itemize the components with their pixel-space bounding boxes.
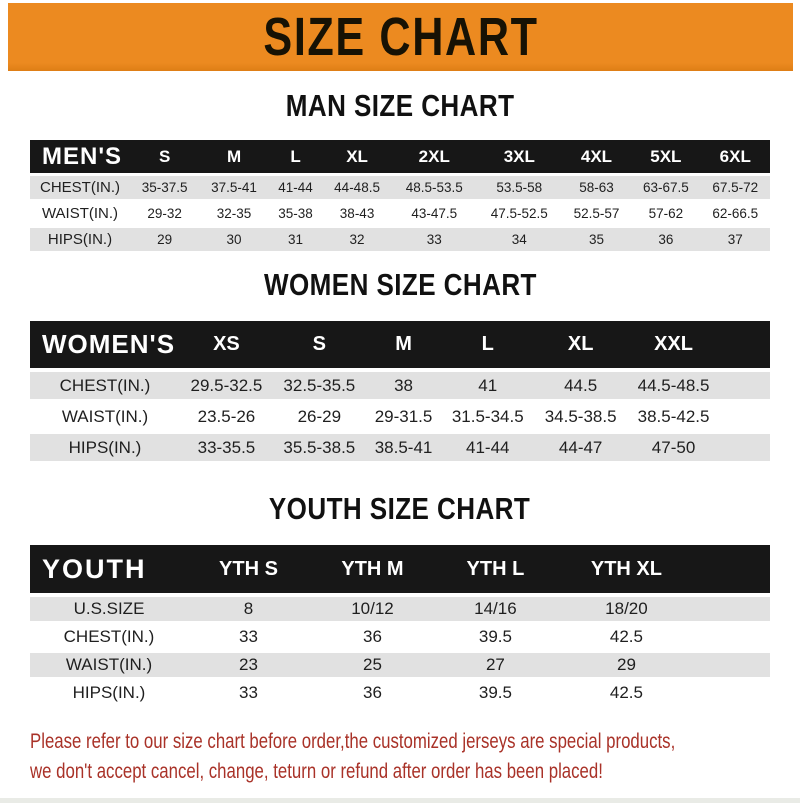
disclaimer-line-1: Please refer to our size chart before order,the customized jerseys are special products, (30, 730, 676, 753)
measurement-value: 29-31.5 (366, 403, 442, 430)
size-column-header: 2XL (392, 140, 477, 173)
header-filler-cell (720, 321, 770, 368)
size-column-header: 4XL (562, 140, 631, 173)
size-column-header: XL (322, 140, 391, 173)
banner-title: SIZE CHART (262, 7, 539, 67)
header-row (30, 321, 770, 368)
measurement-value: 14/16 (436, 597, 555, 621)
measurement-value: 42.5 (555, 625, 698, 649)
row-filler-cell (698, 681, 770, 705)
measurement-value: 63-67.5 (631, 176, 700, 199)
measurement-row (30, 202, 770, 225)
row-filler-cell (720, 372, 770, 399)
measurement-value: 62-66.5 (701, 202, 770, 225)
size-column-header: XS (180, 321, 273, 368)
measurement-value: 47-50 (627, 434, 720, 461)
measurement-value: 29 (130, 228, 199, 251)
row-label: HIPS(IN.) (30, 228, 130, 251)
measurement-value: 35.5-38.5 (273, 434, 366, 461)
measurement-value: 57-62 (631, 202, 700, 225)
measurement-row (30, 228, 770, 251)
mens-section (0, 88, 800, 254)
measurement-value: 42.5 (555, 681, 698, 705)
womens-section-title-text: WOMEN SIZE CHART (263, 267, 537, 302)
measurement-value: 26-29 (273, 403, 366, 430)
womens-section (0, 267, 800, 465)
measurement-value: 36 (631, 228, 700, 251)
size-chart-banner (8, 3, 793, 71)
measurement-value: 30 (199, 228, 268, 251)
header-filler-cell (698, 545, 770, 593)
measurement-row (30, 597, 770, 621)
measurement-value: 23.5-26 (180, 403, 273, 430)
size-column-header: 5XL (631, 140, 700, 173)
measurement-value: 32-35 (199, 202, 268, 225)
size-column-header: M (366, 321, 442, 368)
youth-size-table (30, 541, 770, 709)
measurement-value: 41-44 (441, 434, 534, 461)
measurement-value: 38 (366, 372, 442, 399)
size-column-header: XXL (627, 321, 720, 368)
measurement-value: 32.5-35.5 (273, 372, 366, 399)
measurement-value: 47.5-52.5 (477, 202, 562, 225)
measurement-row (30, 176, 770, 199)
measurement-value: 33 (188, 625, 309, 649)
size-column-header: L (441, 321, 534, 368)
size-column-header: YTH S (188, 545, 309, 593)
row-label: WAIST(IN.) (30, 202, 130, 225)
measurement-value: 44-47 (534, 434, 627, 461)
measurement-value: 32 (322, 228, 391, 251)
size-column-header: YTH M (309, 545, 436, 593)
womens-size-table (30, 317, 770, 465)
header-row (30, 140, 770, 173)
measurement-value: 58-63 (562, 176, 631, 199)
measurement-value: 33-35.5 (180, 434, 273, 461)
size-column-header: YTH L (436, 545, 555, 593)
row-label: CHEST(IN.) (30, 176, 130, 199)
measurement-value: 53.5-58 (477, 176, 562, 199)
size-column-header: M (199, 140, 268, 173)
table-corner-label: MEN'S (30, 140, 130, 173)
measurement-value: 38.5-42.5 (627, 403, 720, 430)
measurement-row (30, 372, 770, 399)
row-label: WAIST(IN.) (30, 653, 188, 677)
table-corner-label: YOUTH (30, 545, 188, 593)
measurement-value: 48.5-53.5 (392, 176, 477, 199)
measurement-value: 36 (309, 625, 436, 649)
header-row (30, 545, 770, 593)
measurement-value: 18/20 (555, 597, 698, 621)
measurement-row (30, 403, 770, 430)
measurement-value: 67.5-72 (701, 176, 770, 199)
womens-section-title (0, 267, 800, 303)
youth-section (0, 491, 800, 709)
measurement-value: 31 (269, 228, 323, 251)
size-column-header: S (130, 140, 199, 173)
measurement-value: 29-32 (130, 202, 199, 225)
measurement-value: 41-44 (269, 176, 323, 199)
measurement-row (30, 653, 770, 677)
row-label: CHEST(IN.) (30, 372, 180, 399)
measurement-value: 35-37.5 (130, 176, 199, 199)
row-label: HIPS(IN.) (30, 434, 180, 461)
mens-size-table (30, 137, 770, 254)
measurement-row (30, 625, 770, 649)
measurement-value: 38.5-41 (366, 434, 442, 461)
row-label: HIPS(IN.) (30, 681, 188, 705)
row-label: U.S.SIZE (30, 597, 188, 621)
row-label: CHEST(IN.) (30, 625, 188, 649)
measurement-value: 33 (392, 228, 477, 251)
measurement-value: 34 (477, 228, 562, 251)
measurement-value: 38-43 (322, 202, 391, 225)
size-column-header: YTH XL (555, 545, 698, 593)
row-filler-cell (720, 403, 770, 430)
measurement-row (30, 434, 770, 461)
measurement-value: 37 (701, 228, 770, 251)
measurement-value: 43-47.5 (392, 202, 477, 225)
row-filler-cell (698, 597, 770, 621)
table-corner-label: WOMEN'S (30, 321, 180, 368)
measurement-value: 34.5-38.5 (534, 403, 627, 430)
disclaimer (30, 727, 800, 787)
measurement-value: 44.5-48.5 (627, 372, 720, 399)
measurement-row (30, 681, 770, 705)
size-column-header: S (273, 321, 366, 368)
measurement-value: 25 (309, 653, 436, 677)
size-column-header: XL (534, 321, 627, 368)
measurement-value: 39.5 (436, 625, 555, 649)
size-column-header: L (269, 140, 323, 173)
row-filler-cell (698, 653, 770, 677)
measurement-value: 27 (436, 653, 555, 677)
disclaimer-line-2: we don't accept cancel, change, teturn or refund after order has been placed! (30, 760, 603, 783)
row-filler-cell (698, 625, 770, 649)
measurement-value: 39.5 (436, 681, 555, 705)
youth-section-title (0, 491, 800, 527)
measurement-value: 29.5-32.5 (180, 372, 273, 399)
measurement-value: 37.5-41 (199, 176, 268, 199)
bottom-edge-strip (0, 798, 800, 803)
measurement-value: 33 (188, 681, 309, 705)
measurement-value: 29 (555, 653, 698, 677)
measurement-value: 52.5-57 (562, 202, 631, 225)
mens-section-title (0, 88, 800, 124)
size-column-header: 6XL (701, 140, 770, 173)
measurement-value: 10/12 (309, 597, 436, 621)
youth-section-title-text: YOUTH SIZE CHART (269, 491, 531, 526)
measurement-value: 41 (441, 372, 534, 399)
size-column-header: 3XL (477, 140, 562, 173)
measurement-value: 44-48.5 (322, 176, 391, 199)
measurement-value: 23 (188, 653, 309, 677)
mens-section-title-text: MAN SIZE CHART (285, 88, 515, 123)
row-label: WAIST(IN.) (30, 403, 180, 430)
measurement-value: 8 (188, 597, 309, 621)
measurement-value: 31.5-34.5 (441, 403, 534, 430)
measurement-value: 35-38 (269, 202, 323, 225)
measurement-value: 44.5 (534, 372, 627, 399)
measurement-value: 36 (309, 681, 436, 705)
row-filler-cell (720, 434, 770, 461)
measurement-value: 35 (562, 228, 631, 251)
